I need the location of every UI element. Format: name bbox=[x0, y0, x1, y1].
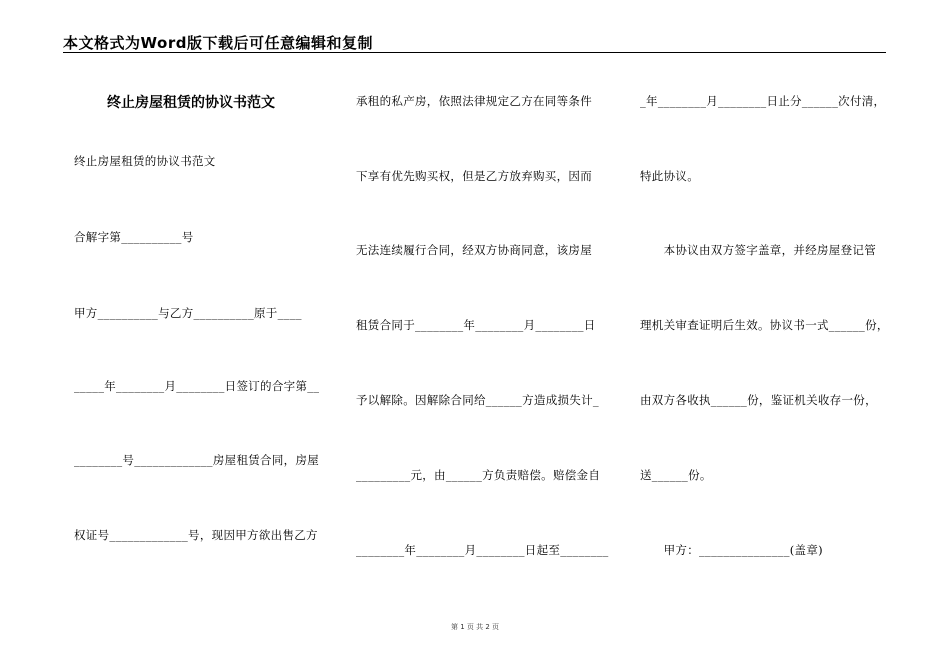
text-line: 权证号_____________号，现因甲方欲出售乙方 bbox=[74, 528, 318, 542]
text-line: 本协议由双方签字盖章，并经房屋登记管 bbox=[640, 243, 876, 257]
text-line: 送______份。 bbox=[640, 468, 712, 482]
text-line: ________号_____________房屋租赁合同，房屋 bbox=[74, 453, 320, 467]
document-banner: 本文格式为Word版下载后可任意编辑和复制 bbox=[63, 34, 373, 52]
text-line: 予以解除。因解除合同给______方造成损失计_ bbox=[356, 393, 599, 407]
header-divider bbox=[63, 52, 886, 53]
text-line: 租赁合同于________年________月________日 bbox=[356, 318, 596, 332]
text-line: 甲方__________与乙方__________原于____ bbox=[74, 306, 302, 320]
text-line: _________元，由______方负责赔偿。赔偿金自 bbox=[356, 468, 601, 482]
text-line: 由双方各收执______份，鉴证机关收存一份， bbox=[640, 393, 877, 407]
text-line: 承租的私产房，依照法律规定乙方在同等条件 bbox=[356, 94, 592, 108]
text-line: _____年________月________日签订的合字第__ bbox=[74, 379, 320, 393]
text-line: 下享有优先购买权，但是乙方放弃购买，因而 bbox=[356, 169, 592, 183]
text-line: ________年________月________日起至________ bbox=[356, 543, 609, 557]
text-line: _年________月________日止分______次付清， bbox=[640, 94, 886, 108]
text-line: 终止房屋租赁的协议书范文 bbox=[74, 154, 216, 168]
document-title: 终止房屋租赁的协议书范文 bbox=[107, 95, 275, 111]
page-number: 第 1 页 共 2 页 bbox=[450, 623, 500, 631]
text-line: 无法连续履行合同，经双方协商同意，该房屋 bbox=[356, 243, 592, 257]
text-line: 合解字第__________号 bbox=[74, 230, 194, 244]
text-line: 理机关审查证明后生效。协议书一式______份， bbox=[640, 318, 889, 332]
text-line: 甲方：_______________(盖章) bbox=[640, 543, 823, 557]
text-line: 特此协议。 bbox=[640, 169, 699, 183]
